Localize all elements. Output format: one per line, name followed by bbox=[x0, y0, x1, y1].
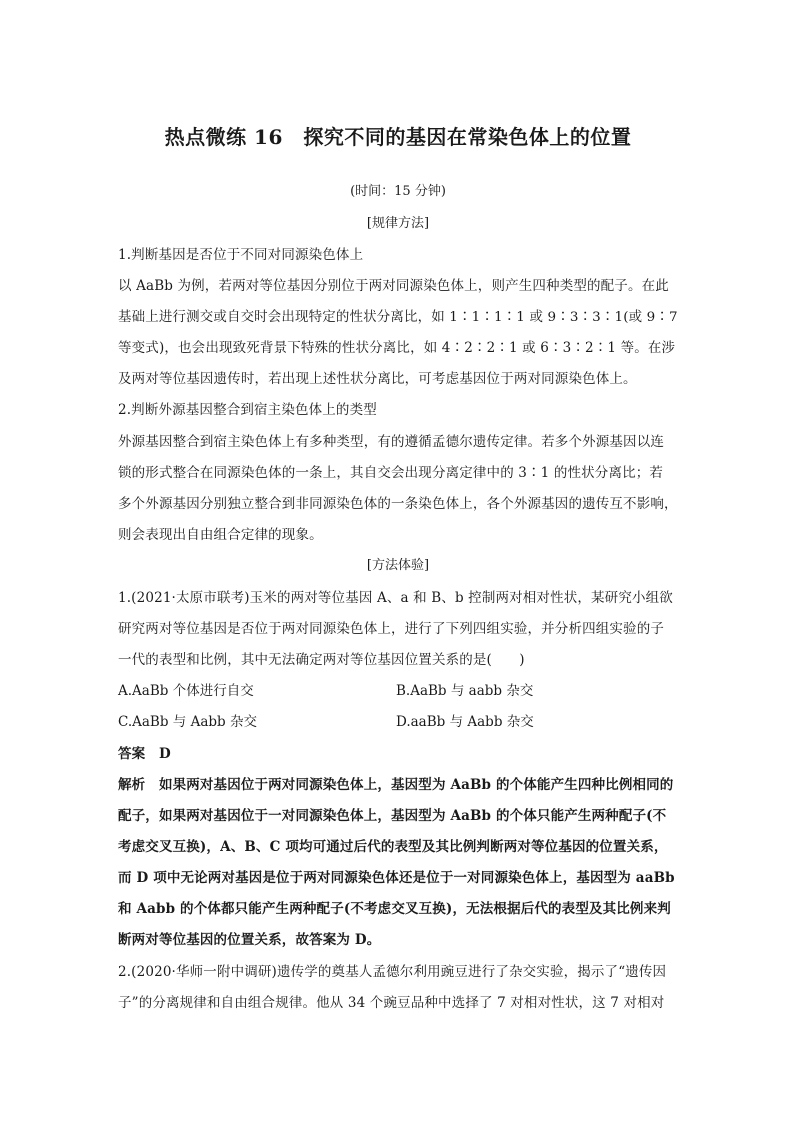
rule1-line: 及两对等位基因遗传时，若出现上述性状分离比，可考虑基因位于两对同源染色体上。 bbox=[118, 371, 637, 387]
q1-stem-line: 一代的表型和比例，其中无法确定两对等位基因位置关系的是( ) bbox=[118, 652, 525, 668]
section-heading-rules: [规律方法] bbox=[366, 216, 430, 231]
time-note: (时间：15 分钟) bbox=[350, 184, 446, 199]
rule1-line: 基础上进行测交或自交时会出现特定的性状分离比，如 1∶1∶1∶1 或 9∶3∶3∶1(或 9∶7 bbox=[118, 309, 678, 325]
q1-option-a: A.AaBb 个体进行自交 bbox=[118, 683, 254, 699]
rule1-line: 等变式)，也会出现致死背景下特殊的性状分离比，如 4∶2∶2∶1 或 6∶3∶2∶1 等。在涉 bbox=[118, 340, 676, 356]
section-heading-practice: [方法体验] bbox=[366, 558, 430, 573]
page-title: 热点微练 16 探究不同的基因在常染色体上的位置 bbox=[164, 125, 632, 149]
q1-option-d: D.aaBb 与 Aabb 杂交 bbox=[396, 714, 534, 730]
q1-analysis-line: 考虑交叉互换)，A、B、C 项均可通过后代的表型及其比例判断两对等位基因的位置关系， bbox=[118, 839, 668, 855]
q1-stem-line: 1.(2021·太原市联考)玉米的两对等位基因 A、a 和 B、b 控制两对相对性状，某研究小组欲 bbox=[118, 590, 673, 606]
q1-analysis-line: 断两对等位基因的位置关系，故答案为 D。 bbox=[118, 932, 381, 948]
q1-option-c: C.AaBb 与 Aabb 杂交 bbox=[118, 714, 257, 730]
rule2-heading: 2.判断外源基因整合到宿主染色体上的类型 bbox=[118, 402, 377, 418]
q1-stem-line: 研究两对等位基因是否位于两对同源染色体上，进行了下列四组实验，并分析四组实验的子 bbox=[118, 621, 664, 637]
q1-answer: 答案 D bbox=[118, 746, 171, 762]
q1-analysis-line: 而 D 项中无论两对基因是位于两对同源染色体还是位于一对同源染色体上，基因型为 aaBb bbox=[118, 870, 675, 886]
q1-option-b: B.AaBb 与 aabb 杂交 bbox=[396, 683, 534, 699]
rule2-line: 外源基因整合到宿主染色体上有多种类型，有的遵循孟德尔遗传定律。若多个外源基因以连 bbox=[118, 434, 664, 450]
q1-analysis-line: 解析 如果两对基因位于两对同源染色体上，基因型为 AaBb 的个体能产生四种比例相同的 bbox=[118, 777, 674, 793]
rule2-line: 多个外源基因分别独立整合到非同源染色体的一条染色体上，各个外源基因的遗传互不影响， bbox=[118, 496, 678, 512]
rule2-line: 则会表现出自由组合定律的现象。 bbox=[118, 527, 323, 543]
rule2-line: 锁的形式整合在同源染色体的一条上，其自交会出现分离定律中的 3∶1 的性状分离比；若 bbox=[118, 465, 664, 481]
rule1-heading: 1.判断基因是否位于不同对同源染色体上 bbox=[118, 247, 364, 263]
q2-stem-line: 子”的分离规律和自由组合规律。他从 34 个豌豆品种中选择了 7 对相对性状，这 7 对相对 bbox=[118, 995, 665, 1011]
q2-stem-line: 2.(2020·华师一附中调研)遗传学的奠基人孟德尔利用豌豆进行了杂交实验，揭示了“遗传因 bbox=[118, 964, 667, 980]
rule1-line: 以 AaBb 为例，若两对等位基因分别位于两对同源染色体上，则产生四种类型的配子。在此 bbox=[118, 278, 669, 294]
q1-analysis-line: 配子，如果两对基因位于一对同源染色体上，基因型为 AaBb 的个体只能产生两种配子(不 bbox=[118, 808, 667, 824]
q1-analysis-line: 和 Aabb 的个体都只能产生两种配子(不考虑交叉互换)，无法根据后代的表型及其比例来判 bbox=[118, 901, 671, 917]
